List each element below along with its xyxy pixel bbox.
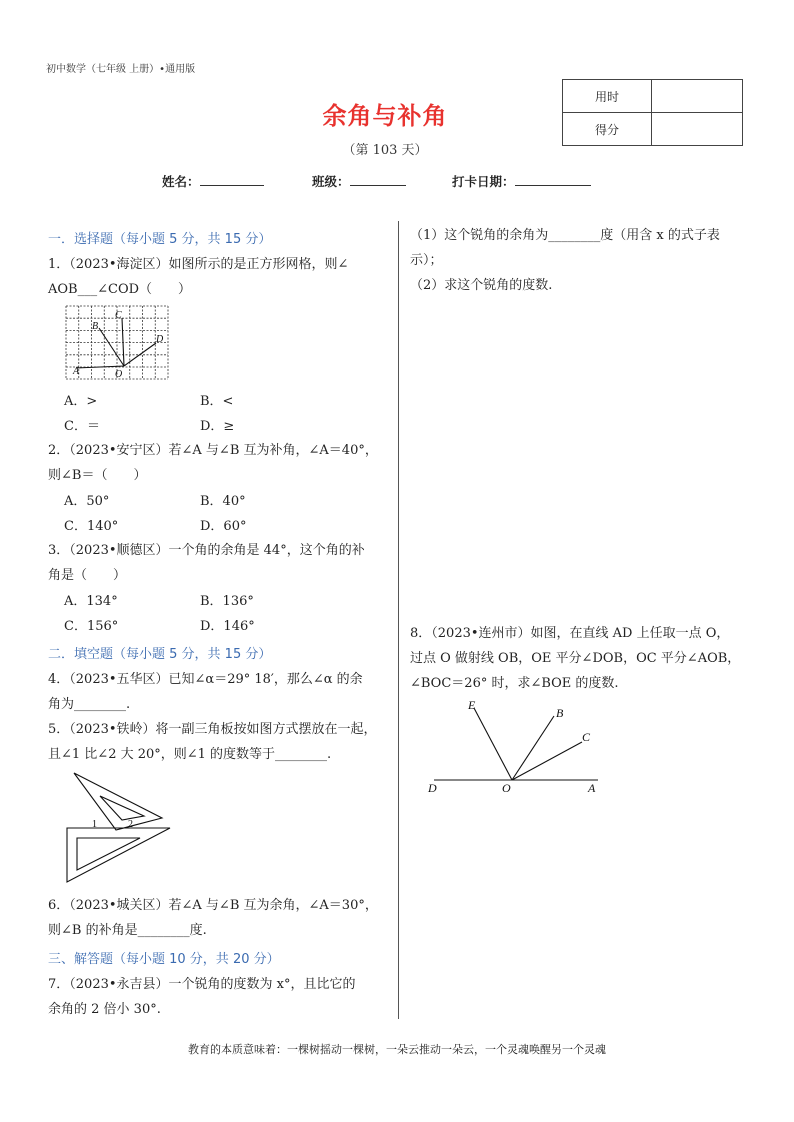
class-blank[interactable] [350,173,406,186]
question-3 [48,538,393,588]
set-square-lower-inner [77,838,140,870]
q1-line2: AOB___∠COD（ ） [48,282,192,297]
q3-option-c[interactable]: C．156° [64,619,119,634]
q8-label-b: B [556,706,564,720]
question-7-parts [410,223,760,298]
score-table [562,79,743,146]
footer-quote: 教育的本质意味着：一棵树摇动一棵树，一朵云推动一朵云，一个灵魂唤醒另一个灵魂 [188,1043,606,1056]
q1-option-d[interactable]: D．≥ [200,419,235,434]
q6-line1: 6．（2023•城关区）若∠A 与∠B 互为余角，∠A＝30°， [48,898,378,913]
q2-option-a[interactable]: A．50° [64,494,110,509]
q1-line1: 1．（2023•海淀区）如图所示的是正方形网格，则∠ [48,257,349,272]
question-4 [48,667,393,717]
q1-label-d: D [156,334,164,345]
question-1 [48,252,388,302]
q5-line1: 5．（2023•铁岭）将一副三角板按如图方式摆放在一起， [48,722,377,737]
score-field[interactable] [652,113,743,146]
q1-option-c[interactable]: C．＝ [64,419,100,434]
q8-rays-figure [422,696,608,796]
q3-line2: 角是（ ） [48,568,127,583]
q8-label-d: D [428,781,437,795]
q3-option-a[interactable]: A．134° [64,594,118,609]
q5-angle-1-label: 1 [92,819,97,830]
q3-line1: 3．（2023•顺德区）一个角的余角是 44°，这个角的补 [48,543,365,558]
time-label: 用时 [563,80,652,113]
q7-part1-line1: （1）这个锐角的余角为________度（用含 x 的式子表 [410,228,720,243]
q4-line1: 4．（2023•五华区）已知∠α＝29° 18′，那么∠α 的余 [48,672,363,687]
q2-option-b[interactable]: B．40° [200,494,246,509]
question-5 [48,717,393,767]
q5-angle-2-label: 2 [128,819,133,830]
q3-option-b[interactable]: B．136° [200,594,254,609]
page-subtitle: （第 103 天） [342,143,428,158]
ray-oe [474,708,512,780]
q8-line2: 过点 O 做射线 OB，OE 平分∠DOB，OC 平分∠AOB， [410,651,741,666]
q1-option-b[interactable]: B．< [200,394,234,409]
date-line [452,172,591,190]
q8-label-e: E [468,698,476,712]
q8-line3: ∠BOC＝26° 时，求∠BOE 的度数. [410,676,619,691]
q4-line2: 角为________. [48,697,131,712]
q7-line2: 余角的 2 倍小 30°. [48,1002,161,1017]
question-2 [48,438,393,488]
q1-label-c: C [115,310,122,321]
class-line [312,172,406,190]
q8-label-a: A [588,781,596,795]
q6-line2: 则∠B 的补角是________度. [48,923,207,938]
q8-label-o: O [502,781,511,795]
q8-line1: 8．（2023•连州市）如图，在直线 AD 上任取一点 O， [410,626,730,641]
q8-label-c: C [582,730,591,744]
question-8 [410,621,760,696]
header-note: 初中数学（七年级 上册）•通用版 [46,64,196,75]
q2-option-c[interactable]: C．140° [64,519,119,534]
q2-line2: 则∠B＝（ ） [48,468,147,483]
class-label: 班级： [312,174,350,189]
q1-label-a: A [73,366,80,377]
q7-part1-line2: 示）； [410,253,443,268]
section-fill-heading: 二．填空题（每小题 5 分，共 15 分） [48,647,272,662]
ray-oc [512,742,582,780]
q1-label-o: O [115,369,123,380]
q2-line1: 2．（2023•安宁区）若∠A 与∠B 互为补角，∠A＝40°， [48,443,378,458]
q5-triangles-figure [64,770,174,886]
page-title: 余角与补角 [322,102,448,130]
angle-rays [76,318,156,368]
section-choice-heading: 一．选择题（每小题 5 分，共 15 分） [48,232,272,247]
q2-option-d[interactable]: D．60° [200,519,247,534]
q1-grid-figure [64,304,170,380]
name-line [162,172,264,190]
q3-option-d[interactable]: D．146° [200,619,255,634]
ray-ob [512,716,554,780]
name-blank[interactable] [200,173,264,186]
column-divider [398,221,399,1019]
name-label: 姓名： [162,174,200,189]
q1-label-b: B [92,321,99,332]
q5-line2: 且∠1 比∠2 大 20°，则∠1 的度数等于________. [48,747,332,762]
date-label: 打卡日期： [452,174,515,189]
set-square-upper [74,773,162,830]
date-blank[interactable] [515,173,591,186]
q1-option-a[interactable]: A．> [64,394,98,409]
question-6 [48,893,393,943]
set-square-lower [67,828,170,882]
q7-line1: 7．（2023•永吉县）一个锐角的度数为 x°，且比它的 [48,977,356,992]
question-7 [48,972,393,1022]
section-answer-heading: 三、解答题（每小题 10 分，共 20 分） [48,952,280,967]
q7-part2: （2）求这个锐角的度数. [410,278,553,293]
score-label: 得分 [563,113,652,146]
time-field[interactable] [652,80,743,113]
